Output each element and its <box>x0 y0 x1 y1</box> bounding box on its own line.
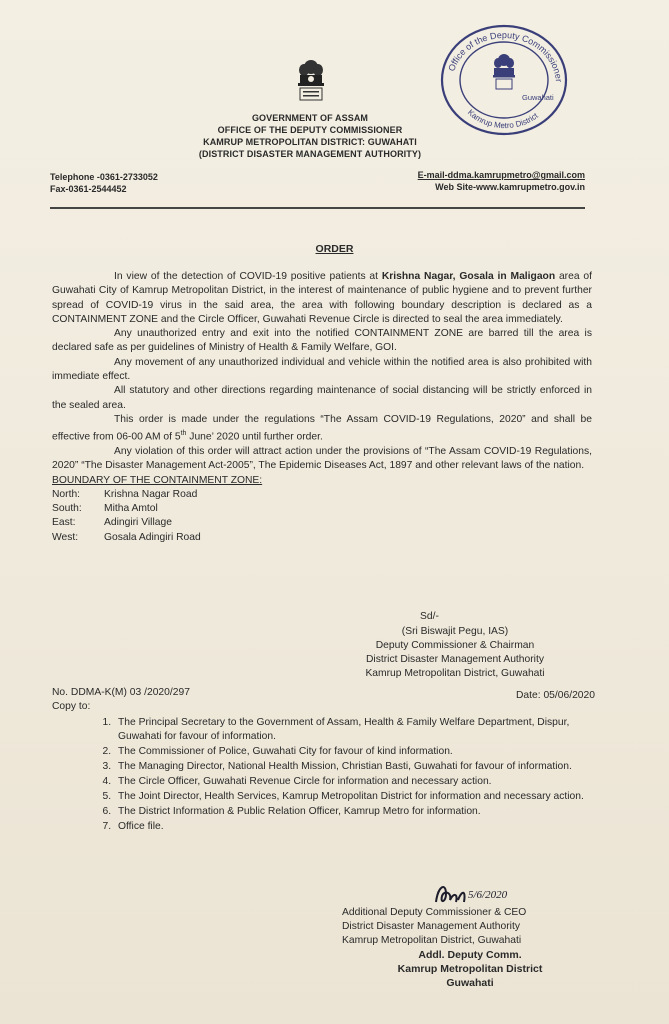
officer-block <box>342 906 526 948</box>
fax-text: Fax-0361-2544452 <box>50 184 127 194</box>
boundary-direction: West: <box>52 531 79 543</box>
signatory-block <box>330 625 580 681</box>
boundary-row <box>52 531 592 545</box>
copy-to-section <box>52 700 597 835</box>
header-block <box>150 112 470 160</box>
boundary-direction: North: <box>52 488 81 500</box>
p5-superscript: th <box>180 430 187 438</box>
list-item: 4. The Circle Officer, Guwahati Revenue Circle for information and necessary action. <box>114 775 597 789</box>
header-line-4: (DISTRICT DISASTER MANAGEMENT AUTHORITY) <box>198 149 422 159</box>
boundary-row <box>52 488 592 502</box>
paragraph-4: All statutory and other directions regarding maintenance of social distancing will be strictly enforced in the sealed area. <box>52 385 592 411</box>
office-seal-icon <box>438 22 570 138</box>
boundary-section <box>52 474 592 545</box>
signatory-authority: District Disaster Management Authority <box>366 654 544 665</box>
handwritten-date: 5/6/2020 <box>468 889 508 901</box>
boundary-value: Gosala Adingiri Road <box>104 531 201 543</box>
list-item: 5. The Joint Director, Health Services, Kamrup Metropolitan District for information and necessary action. <box>114 790 597 804</box>
paragraph-2: Any unauthorized entry and exit into the notified CONTAINMENT ZONE are barred till the area is declared safe as per guidelines of Ministry of Health & Family Welfare, GOI. <box>52 328 592 354</box>
email-text: E-mail-ddma.kamrupmetro@gmail.com <box>417 170 585 180</box>
header-line-1: GOVERNMENT OF ASSAM <box>251 113 369 123</box>
paragraph-5 <box>52 413 592 445</box>
boundary-heading: BOUNDARY OF THE CONTAINMENT ZONE: <box>52 474 263 486</box>
memo-number: No. DDMA-K(M) 03 /2020/297 <box>52 687 190 698</box>
boundary-direction: South: <box>52 503 82 515</box>
boundary-direction: East: <box>52 517 76 529</box>
seal-city-text: Guwahati <box>522 93 554 102</box>
signatory-district: Kamrup Metropolitan District, Guwahati <box>365 668 545 679</box>
contact-phones <box>50 171 158 195</box>
p1-location: Krishna Nagar, Gosala in Maligaon <box>381 271 556 282</box>
stamp-line-2: Kamrup Metropolitan District <box>397 963 543 975</box>
list-item: 3. The Managing Director, National Health Mission, Christian Basti, Guwahati for favour of information. <box>114 760 597 774</box>
order-body <box>52 270 592 545</box>
boundary-value: Mitha Amtol <box>104 503 158 515</box>
p5-text-a: This order is made under the regulations “The Assam COVID-19 Regulations, 2020” and shall be effective from 06-00 AM of 5 <box>52 413 592 443</box>
signatory-designation: Deputy Commissioner & Chairman <box>375 640 535 651</box>
state-emblem-icon <box>294 58 328 104</box>
designation-stamp <box>340 948 600 990</box>
website-text: Web Site-www.kamrupmetro.gov.in <box>435 182 585 192</box>
p1-text-c: area of Guwahati City of Kamrup Metropolitan District, in the interest of maintenance of public hygiene and to prevent further spread of COVID-19 virus in the said area, the area with following boundary description is declared as a CONTAINMENT ZONE and the Circle Officer, Guwahati Revenue Circle is directed to seal the area immediately. <box>52 271 592 325</box>
officer-designation: Additional Deputy Commissioner & CEO <box>342 907 527 918</box>
order-title: ORDER <box>315 243 354 255</box>
p1-text-a: In view of the detection of COVID-19 positive patients at <box>114 271 382 282</box>
sd-text: Sd/- <box>420 611 439 622</box>
officer-authority: District Disaster Management Authority <box>342 921 520 932</box>
stamp-line-3: Guwahati <box>446 977 494 989</box>
copy-list <box>52 716 597 834</box>
list-item: 7. Office file. <box>114 820 597 834</box>
contact-online <box>412 169 585 193</box>
copy-to-label: Copy to: <box>52 701 91 712</box>
signatory-name: (Sri Biswajit Pegu, IAS) <box>401 626 509 637</box>
order-date: Date: 05/06/2020 <box>515 690 595 701</box>
telephone-text: Telephone -0361-2733052 <box>50 172 158 182</box>
boundary-value: Adingiri Village <box>104 517 172 529</box>
list-item: 6. The District Information & Public Relation Officer, Kamrup Metro for information. <box>114 805 597 819</box>
paragraph-6: Any violation of this order will attract action under the provisions of “The Assam COVID-19 Regulations, 2020” “The Disaster Management Act-2005”, The Epidemic Diseases Act, 1897 and other relevant laws of the nation. <box>52 445 592 472</box>
header-line-2: OFFICE OF THE DEPUTY COMMISSIONER <box>217 125 403 135</box>
p5-text-b: June’ 2020 until further order. <box>186 431 323 443</box>
officer-district: Kamrup Metropolitan District, Guwahati <box>342 935 522 946</box>
header-divider <box>50 207 585 209</box>
paragraph-1 <box>52 270 592 327</box>
seal-top-text: Office of the Deputy Commissioner <box>446 29 564 83</box>
list-item: 2. The Commissioner of Police, Guwahati City for favour of kind information. <box>114 745 597 759</box>
boundary-value: Krishna Nagar Road <box>104 488 198 500</box>
stamp-line-1: Addl. Deputy Comm. <box>418 949 522 961</box>
list-item: 1. The Principal Secretary to the Government of Assam, Health & Family Welfare Department, Dispur, Guwahati for favour of information. <box>114 716 597 744</box>
boundary-row <box>52 516 592 530</box>
seal-bottom-text: Kamrup Metro District <box>465 107 540 131</box>
header-line-3: KAMRUP METROPOLITAN DISTRICT: GUWAHATI <box>203 137 417 147</box>
boundary-row <box>52 502 592 516</box>
paragraph-3: Any movement of any unauthorized individual and vehicle within the notified area is also prohibited with immediate effect. <box>52 356 592 383</box>
